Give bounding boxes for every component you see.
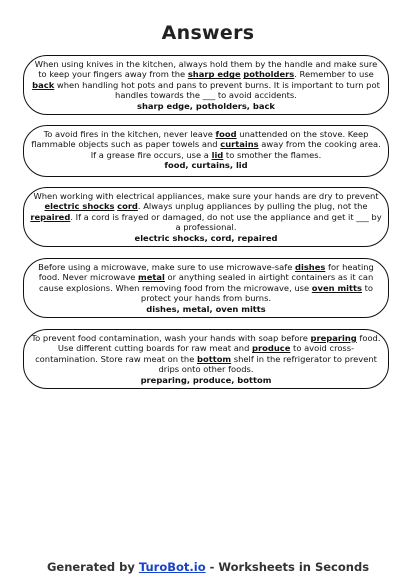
card-answers: dishes, metal, oven mitts	[146, 303, 266, 314]
keyword: cord	[117, 201, 138, 212]
answer-card-microwave-safety	[23, 258, 389, 318]
answer-card-knife-safety	[23, 55, 389, 115]
keyword: preparing	[310, 333, 357, 343]
card-answers: preparing, produce, bottom	[140, 374, 272, 385]
keyword: back	[32, 79, 55, 90]
footer-prefix: Generated by	[46, 560, 139, 574]
card-answers: sharp edge, potholders, back	[137, 100, 275, 111]
keyword: dishes	[294, 262, 326, 272]
card-text: To avoid fires in the kitchen, never leave food unattended on the stove. Keep flammable objects such as paper towels and curtains away from the cooking area. If a grease fire occurs, use a lid to smother the flames.	[31, 129, 381, 160]
keyword: potholders	[243, 69, 295, 80]
card-text: When working with electrical appliances, make sure your hands are dry to prevent electric shocks cord. Always unplug appliances by pulling the plug, not the repaired. If a cord is frayed or damaged, do not use the appliance and get it ___ by a professional.	[30, 191, 382, 233]
keyword: sharp edge	[187, 69, 241, 80]
keyword: electric shocks	[44, 201, 115, 212]
keyword: food	[215, 129, 237, 139]
keyword: oven mitts	[311, 282, 362, 293]
keyword: produce	[252, 343, 291, 354]
keyword: bottom	[197, 353, 232, 364]
footer-suffix: - Worksheets in Seconds	[205, 560, 370, 574]
keyword: metal	[138, 272, 165, 283]
keyword: lid	[211, 149, 224, 160]
answer-card-food-contamination	[23, 329, 389, 389]
answer-card-electrical-safety	[23, 187, 389, 247]
keyword: repaired	[30, 211, 71, 222]
turobot-link[interactable]: TuroBot.io	[138, 560, 206, 574]
page-title: Answers	[161, 22, 255, 44]
answer-card-fire-safety	[23, 125, 389, 177]
card-text: Before using a microwave, make sure to use microwave-safe dishes for heating food. Never microwave metal or anything sealed in airtight containers as it can cause explosions. When removing food from the microwave, use oven mitts to protect your hands from burns.	[38, 262, 374, 304]
card-answers: electric shocks, cord, repaired	[134, 232, 278, 243]
card-text: When using knives in the kitchen, always hold them by the handle and make sure to keep your fingers away from the sharp edge potholders. Remember to use back when handling hot pots and pans to prevent burns. It is important to turn pot handles towards the ___ to avoid accidents.	[32, 59, 380, 101]
card-text: To prevent food contamination, wash your hands with soap before preparing food. Use different cutting boards for raw meat and produce to avoid cross-contamination. Store raw meat on the bottom shelf in the refrigerator to prevent drips onto other foods.	[31, 333, 381, 375]
footer	[0, 560, 416, 574]
keyword: curtains	[220, 139, 259, 150]
card-answers: food, curtains, lid	[164, 160, 248, 171]
